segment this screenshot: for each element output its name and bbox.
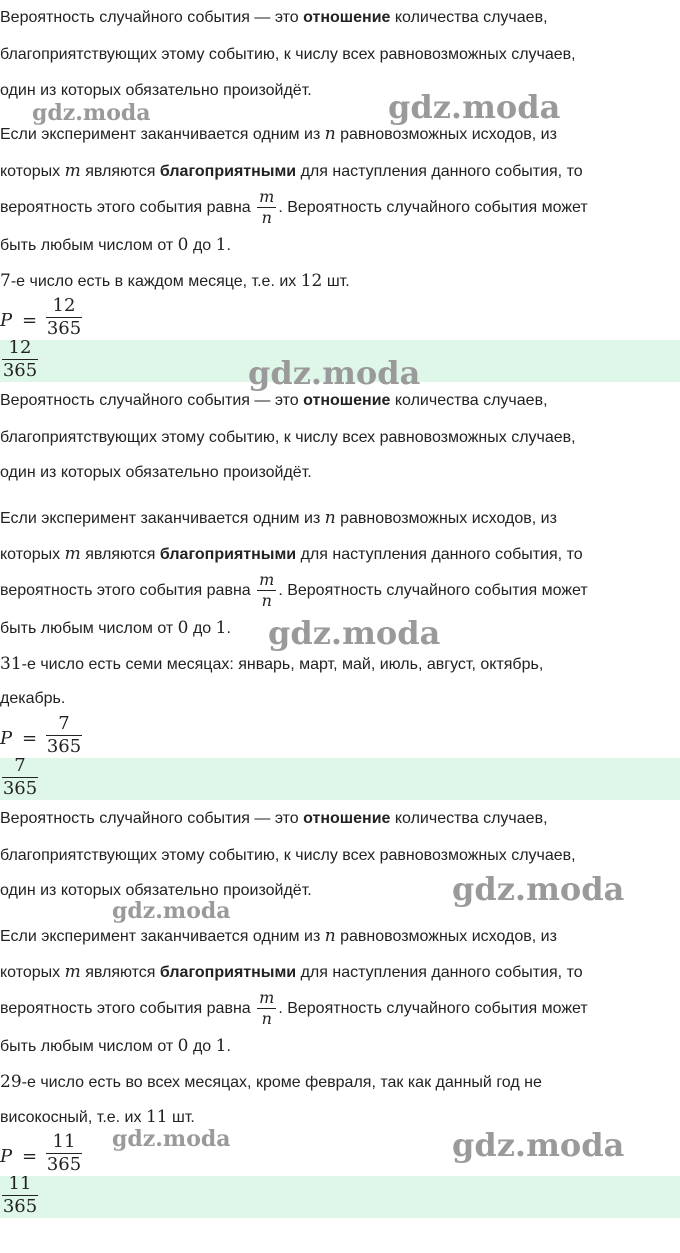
def-line-3: один из которых обязательно произойдёт. (0, 82, 312, 99)
problem2-answer: 7 365 (0, 758, 680, 800)
def-line-4: Если эксперимент заканчивается одним из n равновозможных исходов, из (0, 926, 557, 946)
fraction-m-over-n: $\frac{m}{n}$ (259, 570, 275, 611)
def-line-5: которых m являются благоприятными для наступления данного события, то (0, 161, 583, 181)
def-line-3: один из которых обязательно произойдёт. (0, 464, 312, 481)
def-line-5: которых m являются благоприятными для наступления данного события, то (0, 544, 583, 564)
fraction-m-over-n: $\frac{m}{n}$ (259, 187, 275, 228)
problem2-statement-line1: 31-е число есть семи месяцах: январь, март, май, июль, август, октябрь, (0, 654, 544, 674)
watermark: gdz.moda (388, 88, 561, 126)
watermark: gdz.moda (112, 898, 231, 924)
problem3-statement-line1: 29-е число есть во всех месяцах, кроме февраля, так как данный год не (0, 1072, 542, 1092)
watermark: gdz.moda (112, 1126, 231, 1152)
def-line-3: один из которых обязательно произойдёт. (0, 882, 312, 899)
problem1-statement: 7-е число есть в каждом месяце, т.е. их 12 шт. (0, 271, 350, 291)
watermark: gdz.moda (452, 870, 625, 908)
def-line-6: вероятность этого события равна $\frac{m}{n}$ . Вероятность случайного события может (0, 570, 588, 611)
def-line-1: Вероятность случайного события — это отношение количества случаев, (0, 392, 548, 409)
fraction-m-over-n: $\frac{m}{n}$ (259, 988, 275, 1029)
watermark: gdz.moda (268, 614, 441, 652)
problem2-statement-line2: декабрь. (0, 690, 66, 707)
def-line-7: быть любым числом от 0 до 1. (0, 618, 231, 638)
problem1-answer: 12 365 (0, 340, 680, 382)
def-line-6: вероятность этого события равна $\frac{m}{n}$ . Вероятность случайного события может (0, 988, 588, 1029)
def-line-6: вероятность этого события равна $\frac{m}{n}$ . Вероятность случайного события может (0, 187, 588, 228)
def-line-4: Если эксперимент заканчивается одним из n равновозможных исходов, из (0, 508, 557, 528)
problem3-answer: 11 365 (0, 1176, 680, 1218)
def-line-2: благоприятствующих этому событию, к числу всех равновозможных случаев, (0, 429, 576, 446)
watermark: gdz.moda (452, 1126, 625, 1164)
watermark: gdz.moda (248, 354, 421, 392)
problem3-statement-line2: високосный, т.е. их 11 шт. (0, 1107, 195, 1127)
def-line-5: которых m являются благоприятными для наступления данного события, то (0, 962, 583, 982)
def-line-1: Вероятность случайного события — это отношение количества случаев, (0, 9, 548, 26)
def-line-7: быть любым числом от 0 до 1. (0, 235, 231, 255)
def-line-1: Вероятность случайного события — это отношение количества случаев, (0, 810, 548, 827)
def-line-4: Если эксперимент заканчивается одним из n равновозможных исходов, из (0, 124, 557, 144)
def-line-2: благоприятствующих этому событию, к числу всех равновозможных случаев, (0, 46, 576, 63)
watermark: gdz.moda (32, 100, 151, 126)
def-line-7: быть любым числом от 0 до 1. (0, 1036, 231, 1056)
def-line-2: благоприятствующих этому событию, к числу всех равновозможных случаев, (0, 847, 576, 864)
